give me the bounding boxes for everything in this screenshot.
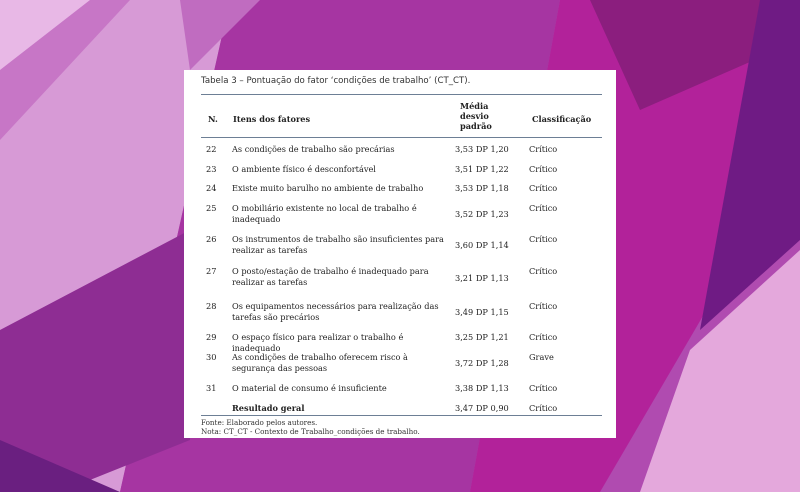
row-value: 3,51 DP 1,22: [455, 164, 509, 174]
total-value: 3,47 DP 0,90: [455, 403, 509, 413]
table-caption: Tabela 3 – Pontuação do fator ‘condições de trabalho’ (CT_CT).: [201, 76, 471, 86]
row-item: O mobiliário existente no local de trabalho é inadequado: [232, 203, 417, 224]
row-classification: Grave: [529, 352, 554, 362]
row-classification: Crítico: [529, 183, 558, 193]
row-item: Os equipamentos necessários para realização das tarefas são precários: [232, 301, 439, 322]
row-item: O ambiente físico é desconfortável: [232, 164, 376, 174]
row-number: 31: [206, 383, 217, 393]
row-number: 23: [206, 164, 217, 174]
row-number: 27: [206, 266, 217, 276]
total-classification: Crítico: [529, 403, 558, 413]
row-classification: Crítico: [529, 144, 558, 154]
header-bottom-rule: [201, 137, 602, 138]
table-card: [184, 70, 616, 438]
row-number: 25: [206, 203, 217, 213]
row-value: 3,25 DP 1,21: [455, 332, 509, 342]
footer-note: Nota: CT_CT - Contexto de Trabalho_condições de trabalho.: [201, 427, 420, 436]
row-number: 24: [206, 183, 217, 193]
row-classification: Crítico: [529, 164, 558, 174]
row-value: 3,52 DP 1,23: [455, 209, 509, 219]
row-classification: Crítico: [529, 332, 558, 342]
header-classification: Classificação: [532, 114, 592, 124]
row-classification: Crítico: [529, 266, 558, 276]
row-item: O posto/estação de trabalho é inadequado para realizar as tarefas: [232, 266, 429, 287]
header-value: [460, 101, 492, 131]
row-value: 3,21 DP 1,13: [455, 273, 509, 283]
row-item: Os instrumentos de trabalho são insuficientes para realizar as tarefas: [232, 234, 444, 255]
row-number: 30: [206, 352, 217, 362]
header-top-rule: [201, 94, 602, 95]
header-value-line2: desvio: [460, 111, 489, 121]
row-value: 3,60 DP 1,14: [455, 240, 509, 250]
row-number: 26: [206, 234, 217, 244]
row-number: 29: [206, 332, 217, 342]
row-number: 22: [206, 144, 217, 154]
header-item: Itens dos fatores: [233, 114, 311, 124]
row-classification: Crítico: [529, 383, 558, 393]
row-number: 28: [206, 301, 217, 311]
row-item: O material de consumo é insuficiente: [232, 383, 387, 393]
row-item: As condições de trabalho são precárias: [232, 144, 395, 154]
table-bottom-rule: [201, 415, 602, 416]
total-label: Resultado geral: [232, 403, 305, 413]
row-item: O espaço físico para realizar o trabalho é inadequado: [232, 332, 404, 353]
header-value-line3: padrão: [460, 121, 492, 131]
footer-source: Fonte: Elaborado pelos autores.: [201, 418, 318, 427]
row-classification: Crítico: [529, 301, 558, 311]
row-item: Existe muito barulho no ambiente de trabalho: [232, 183, 424, 193]
row-value: 3,53 DP 1,20: [455, 144, 509, 154]
row-item: As condições de trabalho oferecem risco à segurança das pessoas: [232, 352, 408, 373]
row-classification: Crítico: [529, 234, 558, 244]
row-value: 3,53 DP 1,18: [455, 183, 509, 193]
row-classification: Crítico: [529, 203, 558, 213]
header-value-line1: Média: [460, 101, 489, 111]
header-n: N.: [208, 114, 218, 124]
row-value: 3,38 DP 1,13: [455, 383, 509, 393]
row-value: 3,49 DP 1,15: [455, 307, 509, 317]
row-value: 3,72 DP 1,28: [455, 358, 509, 368]
